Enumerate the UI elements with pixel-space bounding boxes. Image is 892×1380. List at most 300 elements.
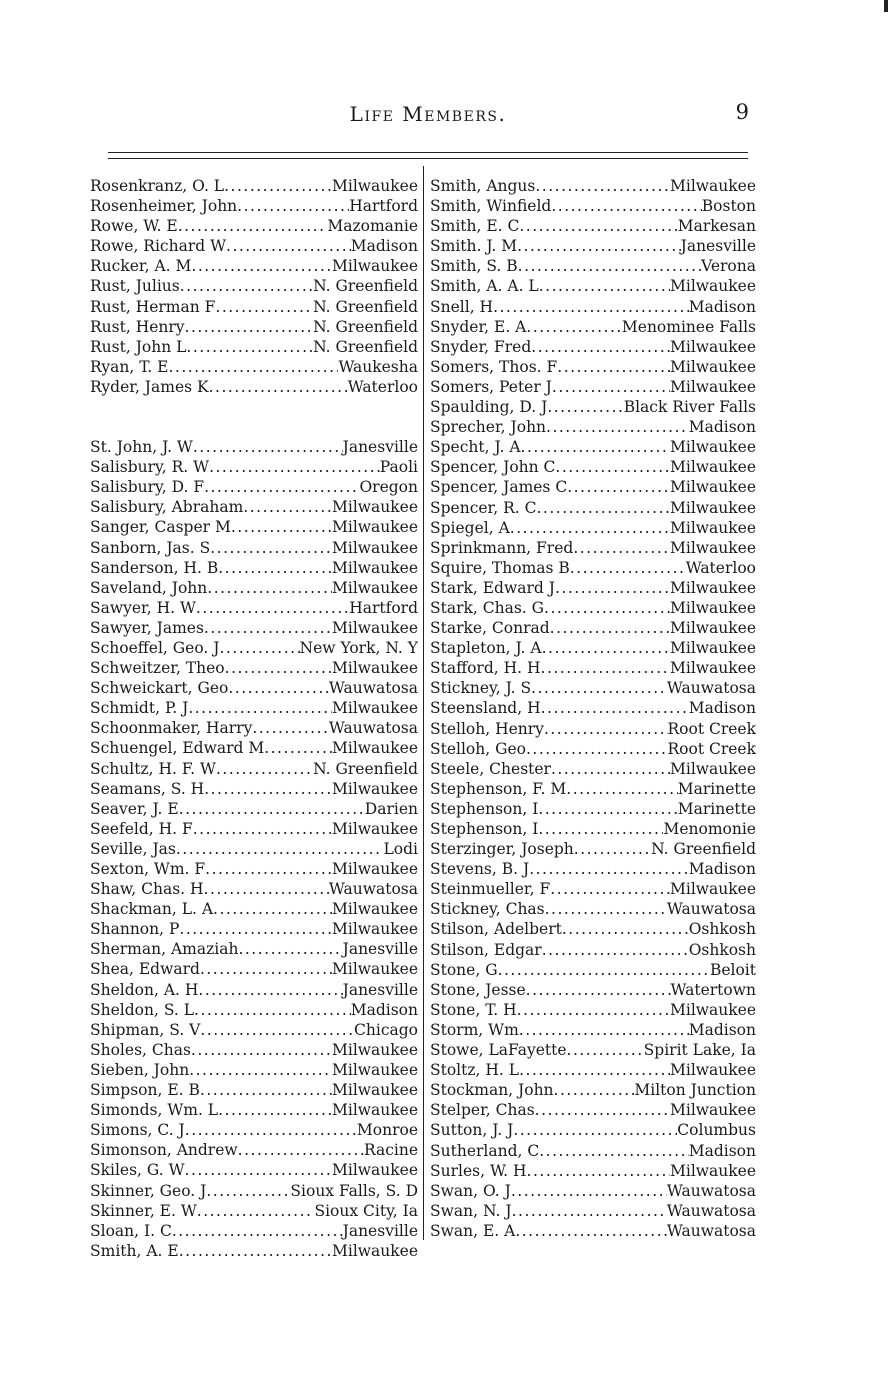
- member-name: Sanborn, Jas. S: [90, 538, 211, 557]
- member-entry: [430, 297, 756, 317]
- member-residence: Milwaukee: [669, 659, 756, 678]
- member-entry: [430, 698, 756, 718]
- member-entry: [430, 498, 756, 518]
- member-name: Schoeffel, Geo. J: [90, 638, 220, 657]
- dot-leader: [526, 317, 622, 337]
- member-residence: Milwaukee: [669, 1161, 756, 1180]
- member-residence: Milwaukee: [331, 578, 418, 597]
- dot-leader: [185, 317, 314, 337]
- member-entry: [90, 738, 418, 758]
- member-entry: [430, 940, 756, 960]
- member-entry: [90, 939, 418, 959]
- member-residence: Janesville: [680, 237, 756, 256]
- dot-leader: [517, 1000, 670, 1020]
- member-entry: [90, 176, 418, 196]
- dot-leader: [209, 457, 380, 477]
- dot-leader: [172, 1221, 343, 1241]
- member-entry: [90, 317, 418, 337]
- member-residence: Waterloo: [347, 377, 418, 396]
- dot-leader: [538, 819, 663, 839]
- dot-leader: [519, 1060, 670, 1080]
- member-name: Sheldon, A. H: [90, 980, 199, 999]
- member-residence: Milwaukee: [669, 639, 756, 658]
- member-residence: Milwaukee: [669, 277, 756, 296]
- member-name: Smith, E. C: [430, 217, 520, 236]
- member-name: Rust, Julius: [90, 277, 180, 296]
- member-name: Steele, Chester: [430, 759, 551, 778]
- dot-leader: [210, 538, 332, 558]
- dot-leader: [542, 940, 689, 960]
- member-name: Seamans, S. H: [90, 779, 205, 798]
- member-residence: Mazomanie: [327, 217, 418, 236]
- dot-leader: [188, 698, 332, 718]
- dot-leader: [544, 719, 668, 739]
- member-name: Rowe, Richard W: [90, 237, 227, 256]
- member-entry: [90, 759, 418, 779]
- member-name: Stevens, B. J: [430, 860, 530, 879]
- dot-leader: [238, 939, 342, 959]
- member-residence: Root Creek: [667, 719, 756, 738]
- member-name: Shaw, Chas. H: [90, 880, 204, 899]
- dot-leader: [567, 477, 670, 497]
- member-entry: [430, 1080, 756, 1100]
- dot-leader: [216, 759, 313, 779]
- member-residence: Milwaukee: [331, 498, 418, 517]
- member-entry: [430, 1000, 756, 1020]
- dot-leader: [200, 959, 332, 979]
- member-name: Schweickart, Geo: [90, 679, 229, 698]
- member-residence: Oshkosh: [688, 920, 756, 939]
- member-residence: Milwaukee: [669, 759, 756, 778]
- member-residence: Milwaukee: [669, 598, 756, 617]
- member-name: Schultz, H. F. W: [90, 759, 216, 778]
- member-entry: [430, 1141, 756, 1161]
- member-entry: [90, 477, 418, 497]
- member-name: Smith, A. A. L: [430, 277, 539, 296]
- member-entry: [430, 779, 756, 799]
- member-residence: Boston: [701, 197, 756, 216]
- member-residence: Marinette: [677, 779, 756, 798]
- dot-leader: [539, 1141, 689, 1161]
- member-name: Seaver, J. E: [90, 799, 179, 818]
- dot-leader: [557, 357, 670, 377]
- member-residence: Marinette: [677, 799, 756, 818]
- member-entry: [430, 1161, 756, 1181]
- member-residence: Milwaukee: [331, 1060, 418, 1079]
- group-r: [90, 176, 418, 397]
- member-residence: Wauwatosa: [328, 719, 418, 738]
- member-entry: [90, 1140, 418, 1160]
- dot-leader: [493, 297, 689, 317]
- dot-leader: [207, 578, 332, 598]
- member-name: St. John, J. W: [90, 438, 193, 457]
- member-residence: Milwaukee: [331, 558, 418, 577]
- member-entry: [90, 256, 418, 276]
- dot-leader: [179, 1241, 332, 1261]
- dot-leader: [243, 497, 332, 517]
- dot-leader: [204, 618, 332, 638]
- member-name: Stelper, Chas: [430, 1101, 535, 1120]
- member-residence: Markesan: [677, 217, 756, 236]
- member-name: Stelloh, Geo: [430, 739, 526, 758]
- member-name: Sawyer, James: [90, 618, 204, 637]
- member-residence: Milwaukee: [669, 1101, 756, 1120]
- member-name: Sprinkmann, Fred: [430, 538, 574, 557]
- dot-leader: [191, 256, 332, 276]
- header-rule-bottom: [108, 158, 748, 159]
- member-entry: [430, 919, 756, 939]
- member-entry: [430, 317, 756, 337]
- member-name: Simonds, Wm. L: [90, 1101, 219, 1120]
- member-name: Saveland, John: [90, 578, 208, 597]
- member-name: Rosenheimer, John: [90, 197, 238, 216]
- dot-leader: [237, 196, 349, 216]
- member-entry: [430, 558, 756, 578]
- member-entry: [430, 859, 756, 879]
- member-residence: Milwaukee: [331, 960, 418, 979]
- member-residence: Hartford: [349, 197, 418, 216]
- member-residence: Madison: [688, 297, 756, 316]
- member-entry: [430, 1201, 756, 1221]
- group-s: [90, 437, 418, 1261]
- member-name: Snyder, Fred: [430, 337, 532, 356]
- dot-leader: [224, 176, 332, 196]
- member-entry: [430, 618, 756, 638]
- dot-leader: [542, 638, 670, 658]
- member-name: Spaulding, D. J: [430, 398, 548, 417]
- dot-leader: [546, 417, 689, 437]
- member-name: Somers, Peter J: [430, 377, 552, 396]
- member-residence: Milwaukee: [331, 659, 418, 678]
- dot-leader: [519, 1020, 689, 1040]
- dot-leader: [555, 578, 670, 598]
- dot-leader: [218, 558, 332, 578]
- dot-leader: [554, 1080, 635, 1100]
- member-entry: [430, 1100, 756, 1120]
- member-name: Stone, G: [430, 960, 498, 979]
- member-name: Shipman, S. V: [90, 1020, 201, 1039]
- dot-leader: [205, 859, 332, 879]
- member-entry: [430, 1221, 756, 1241]
- dot-leader: [535, 1100, 670, 1120]
- member-entry: [430, 337, 756, 357]
- member-residence: Sioux City, Ia: [314, 1201, 418, 1220]
- member-entry: [90, 437, 418, 457]
- member-entry: [90, 959, 418, 979]
- member-entry: [90, 980, 418, 1000]
- member-name: Ryder, James K: [90, 377, 209, 396]
- dot-leader: [535, 176, 670, 196]
- member-residence: Madison: [350, 1000, 418, 1019]
- member-name: Starke, Conrad: [430, 619, 550, 638]
- member-name: Rust, Herman F: [90, 297, 216, 316]
- member-entry: [90, 1241, 418, 1261]
- member-residence: Milwaukee: [331, 1101, 418, 1120]
- member-residence: Menomonie: [663, 820, 756, 838]
- member-name: Simpson, E. B: [90, 1081, 200, 1100]
- member-name: Stowe, LaFayette: [430, 1041, 567, 1060]
- member-name: Skiles, G. W: [90, 1161, 185, 1180]
- dot-leader: [198, 980, 342, 1000]
- member-residence: Milwaukee: [669, 377, 756, 396]
- member-entry: [430, 1020, 756, 1040]
- member-entry: [430, 678, 756, 698]
- member-entry: [90, 879, 418, 899]
- member-entry: [90, 638, 418, 658]
- member-name: Swan, N. J: [430, 1201, 512, 1220]
- member-name: Stephenson, I: [430, 820, 539, 838]
- dot-leader: [179, 919, 332, 939]
- member-name: Spencer, R. C: [430, 498, 537, 517]
- member-residence: Waukesha: [338, 357, 418, 376]
- member-name: Sloan, I. C: [90, 1221, 172, 1240]
- dot-leader: [168, 357, 338, 377]
- dot-leader: [574, 839, 651, 859]
- member-entry: [90, 1181, 418, 1201]
- member-name: Smith, Winfield: [430, 197, 552, 216]
- dot-leader: [550, 618, 670, 638]
- dot-leader: [197, 1201, 315, 1221]
- member-name: Ryan, T. E: [90, 357, 169, 376]
- group-spacer: [90, 397, 418, 437]
- member-name: Rust, John L: [90, 337, 187, 356]
- member-residence: Wauwatosa: [328, 880, 418, 899]
- member-residence: Milwaukee: [331, 538, 418, 557]
- member-entry: [90, 538, 418, 558]
- dot-leader: [538, 799, 677, 819]
- member-residence: Darien: [364, 799, 418, 818]
- header-rule-top: [108, 152, 748, 153]
- dot-leader: [204, 477, 359, 497]
- member-residence: Paoli: [379, 458, 418, 477]
- scan-mark: [884, 0, 888, 12]
- member-name: Smith, Angus: [430, 177, 536, 195]
- member-residence: Milwaukee: [331, 779, 418, 798]
- dot-leader: [191, 1040, 332, 1060]
- member-entry: [430, 719, 756, 739]
- dot-leader: [218, 1100, 332, 1120]
- member-name: Sanderson, H. B: [90, 558, 219, 577]
- dot-leader: [551, 759, 670, 779]
- page-number: 9: [735, 100, 749, 124]
- member-residence: Racine: [363, 1141, 418, 1160]
- member-residence: Wauwatosa: [666, 1221, 756, 1240]
- member-name: Storm, Wm: [430, 1020, 519, 1039]
- member-entry: [430, 357, 756, 377]
- member-name: Smith, A. E: [90, 1241, 179, 1260]
- member-list-r: [90, 176, 418, 397]
- member-name: Sherman, Amaziah: [90, 940, 239, 959]
- member-entry: [90, 236, 418, 256]
- member-residence: Columbus: [677, 1121, 756, 1140]
- member-residence: Milwaukee: [331, 1081, 418, 1100]
- dot-leader: [541, 698, 689, 718]
- member-residence: Milwaukee: [669, 478, 756, 497]
- member-entry: [90, 357, 418, 377]
- member-residence: Milwaukee: [331, 177, 418, 195]
- dot-leader: [539, 276, 670, 296]
- dot-leader: [526, 980, 671, 1000]
- member-name: Steensland, H: [430, 699, 541, 718]
- column-divider: [423, 166, 424, 1240]
- member-name: Steinmueller, F: [430, 880, 551, 899]
- dot-leader: [252, 718, 329, 738]
- member-entry: [430, 638, 756, 658]
- member-name: Sutton, J. J: [430, 1121, 514, 1140]
- member-name: Smith, S. B: [430, 257, 518, 276]
- member-name: Stelloh, Henry: [430, 719, 544, 738]
- member-name: Stickney, J. S: [430, 679, 532, 698]
- member-entry: [90, 517, 418, 537]
- member-name: Skinner, Geo. J: [90, 1181, 207, 1200]
- member-entry: [430, 417, 756, 437]
- member-name: Simonson, Andrew: [90, 1141, 238, 1160]
- member-entry: [90, 558, 418, 578]
- member-residence: Milwaukee: [331, 900, 418, 919]
- member-residence: Milwaukee: [331, 699, 418, 718]
- dot-leader: [264, 738, 332, 758]
- member-entry: [90, 1160, 418, 1180]
- member-residence: Root Creek: [667, 739, 756, 758]
- member-name: Stickney, Chas: [430, 900, 545, 919]
- member-residence: Menominee Falls: [621, 317, 756, 336]
- member-residence: Lodi: [383, 839, 418, 858]
- member-residence: Milwaukee: [669, 1000, 756, 1019]
- member-entry: [90, 1120, 418, 1140]
- member-name: Simons, C. J: [90, 1121, 185, 1140]
- dot-leader: [219, 638, 299, 658]
- dot-leader: [228, 678, 329, 698]
- dot-leader: [550, 879, 670, 899]
- member-residence: New York, N. Y: [299, 638, 418, 657]
- member-name: Stephenson, I: [430, 799, 539, 818]
- member-residence: Wauwatosa: [328, 679, 418, 698]
- member-residence: Wauwatosa: [666, 1201, 756, 1220]
- member-entry: [430, 759, 756, 779]
- member-entry: [90, 1040, 418, 1060]
- member-residence: Milwaukee: [331, 1161, 418, 1180]
- dot-leader: [179, 799, 365, 819]
- member-residence: Madison: [688, 699, 756, 718]
- member-entry: [430, 176, 756, 196]
- member-name: Seville, Jas: [90, 839, 176, 858]
- member-entry: [90, 859, 418, 879]
- member-name: Rowe, W. E: [90, 217, 178, 236]
- member-name: Stafford, H. H: [430, 659, 541, 678]
- dot-leader: [545, 899, 667, 919]
- dot-leader: [231, 517, 332, 537]
- member-name: Surles, W. H: [430, 1161, 527, 1180]
- dot-leader: [515, 1221, 667, 1241]
- member-residence: Wauwatosa: [666, 1181, 756, 1200]
- member-residence: Janesville: [342, 940, 418, 959]
- dot-leader: [194, 1000, 351, 1020]
- member-entry: [430, 518, 756, 538]
- member-residence: Milwaukee: [669, 498, 756, 517]
- member-name: Sprecher, John: [430, 418, 547, 437]
- member-entry: [90, 457, 418, 477]
- member-entry: [90, 779, 418, 799]
- member-entry: [430, 1181, 756, 1201]
- member-entry: [430, 960, 756, 980]
- member-entry: [90, 718, 418, 738]
- member-entry: [90, 1060, 418, 1080]
- member-entry: [430, 598, 756, 618]
- member-residence: N. Greenfield: [313, 317, 418, 336]
- member-residence: Madison: [350, 237, 418, 256]
- dot-leader: [566, 779, 677, 799]
- member-entry: [90, 1080, 418, 1100]
- member-name: Stilson, Edgar: [430, 940, 542, 959]
- member-residence: Milwaukee: [331, 819, 418, 838]
- member-entry: [90, 839, 418, 859]
- member-residence: Milwaukee: [669, 357, 756, 376]
- member-residence: Monroe: [356, 1121, 418, 1140]
- dot-leader: [531, 678, 667, 698]
- member-name: Sanger, Casper M: [90, 518, 231, 537]
- member-entry: [430, 578, 756, 598]
- dot-leader: [517, 236, 681, 256]
- member-name: Spencer, John C: [430, 458, 556, 477]
- member-entry: [90, 919, 418, 939]
- member-name: Spiegel, A: [430, 518, 510, 537]
- dot-leader: [547, 397, 623, 417]
- member-residence: Black River Falls: [623, 398, 756, 417]
- dot-leader: [573, 538, 670, 558]
- member-residence: Spirit Lake, Ia: [643, 1041, 756, 1060]
- member-name: Swan, O. J: [430, 1181, 511, 1200]
- member-residence: Milwaukee: [669, 518, 756, 537]
- member-residence: Milwaukee: [669, 458, 756, 477]
- page-header: [0, 100, 892, 130]
- dot-leader: [176, 839, 384, 859]
- member-name: Rosenkranz, O. L: [90, 177, 225, 195]
- dot-leader: [215, 297, 313, 317]
- member-entry: [90, 497, 418, 517]
- member-entry: [90, 618, 418, 638]
- dot-leader: [209, 377, 348, 397]
- member-residence: Milwaukee: [331, 1040, 418, 1059]
- member-entry: [430, 437, 756, 457]
- member-entry: [430, 799, 756, 819]
- left-column: [90, 176, 418, 1261]
- member-residence: Milwaukee: [669, 880, 756, 899]
- member-name: Stilson, Adelbert: [430, 920, 562, 939]
- member-name: Stark, Chas. G: [430, 598, 545, 617]
- member-residence: Janesville: [342, 1221, 418, 1240]
- member-entry: [90, 578, 418, 598]
- dot-leader: [178, 216, 328, 236]
- member-name: Stoltz, H. L: [430, 1061, 520, 1080]
- member-name: Somers, Thos. F: [430, 357, 558, 376]
- member-residence: Milwaukee: [669, 538, 756, 557]
- member-residence: Milwaukee: [669, 619, 756, 638]
- member-entry: [90, 297, 418, 317]
- member-entry: [430, 216, 756, 236]
- member-entry: [430, 457, 756, 477]
- member-name: Snyder, E. A: [430, 317, 527, 336]
- member-name: Sexton, Wm. F: [90, 860, 206, 878]
- dot-leader: [537, 498, 670, 518]
- dot-leader: [570, 558, 686, 578]
- member-name: Stone, T. H: [430, 1000, 517, 1019]
- member-residence: Milwaukee: [669, 177, 756, 195]
- member-residence: Oshkosh: [688, 940, 756, 959]
- member-name: Salisbury, D. F: [90, 478, 205, 497]
- member-residence: Milwaukee: [669, 438, 756, 457]
- right-column: [430, 176, 756, 1241]
- dot-leader: [518, 256, 701, 276]
